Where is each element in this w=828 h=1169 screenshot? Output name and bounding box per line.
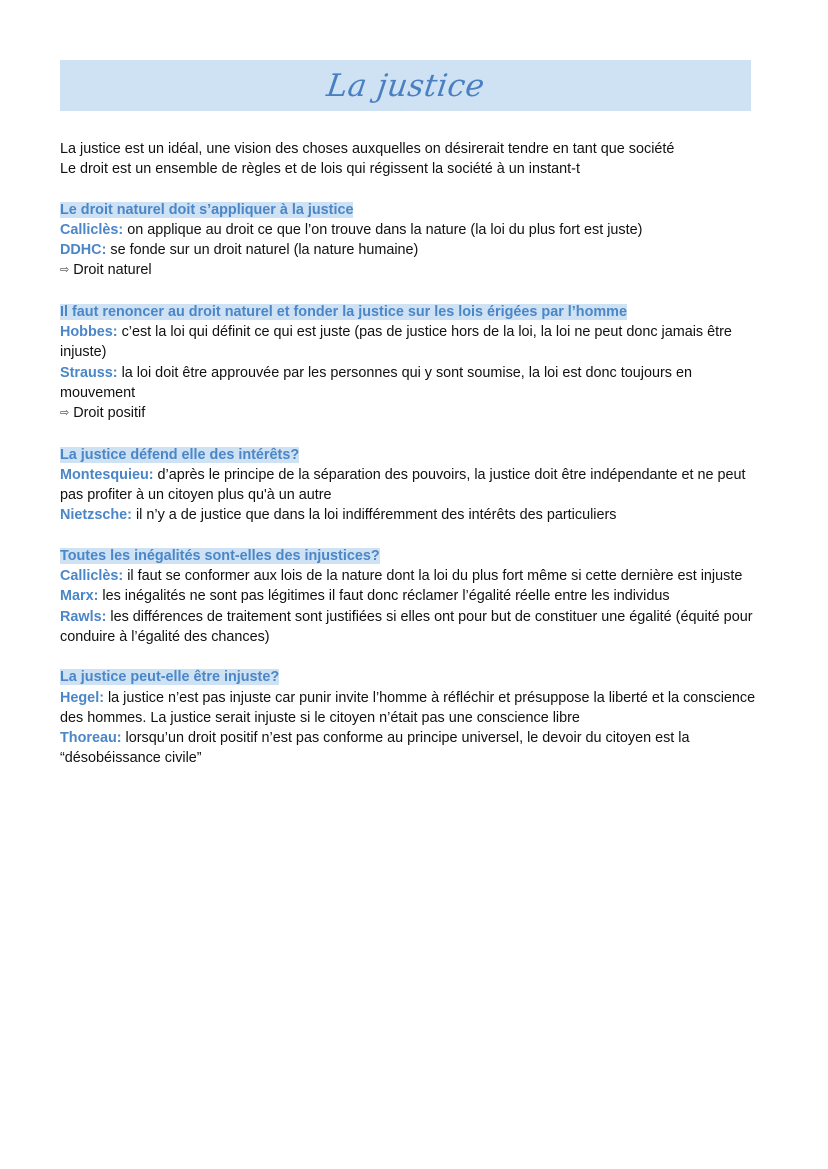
entry-text: il faut se conformer aux lois de la nature dont la loi du plus fort même si cette dernière est injuste [123,568,743,585]
author-name: DDHC: [60,242,107,259]
entry-hegel [60,688,768,729]
entry-text: se fonde sur un droit naturel (la nature humaine) [106,242,419,259]
section-heading: La justice peut-elle être injuste? [60,669,280,686]
entry-text: la justice n’est pas injuste car punir invite l’homme à réfléchir et présuppose la liberté et la conscience des hommes. La justice serait injuste si le citoyen n’était pas une conscience libre [60,689,756,726]
entry-text: d’après le principe de la séparation des pouvoirs, la justice doit être indépendante et ne peut pas profiter à un citoyen plus qu'à un autre [60,466,746,504]
section-heading: Le droit naturel doit s’appliquer à la justice [60,201,354,218]
entry-text: la loi doit être approuvée par les personnes qui y sont soumise, la loi est donc toujours en mouvement [60,364,692,401]
author-name: Nietzsche: [60,507,132,524]
intro-line: La justice est un idéal, une vision des choses auxquelles on désirerait tendre en tant que société [60,141,675,157]
arrow-right-icon: ⇨ [60,264,70,277]
entry-text: les inégalités ne sont pas légitimes il faut donc réclamer l’égalité réelle entre les individus [98,588,670,605]
entry-nietzsche [60,505,768,525]
entry-strauss [60,363,768,404]
author-name: Rawls: [60,608,107,625]
entry-text: lorsqu’un droit positif n’est pas conforme au principe universel, le devoir du citoyen est la “désobéissance civile” [60,730,690,767]
intro-line: Le droit est un ensemble de règles et de lois qui régissent la société à un instant-t [60,161,580,178]
section-interets [60,445,768,526]
entry-text: il n’y a de justice que dans la loi indifféremment des intérêts des particuliers [131,507,617,524]
entry-montesquieu [60,465,768,506]
entry-marx [60,586,768,606]
entry-hobbes [60,322,768,363]
document-page [60,60,768,769]
entry-callicles [60,566,768,586]
section-heading: La justice défend elle des intérêts? [60,446,300,463]
section-inegalites [60,546,768,647]
intro-paragraph [60,139,768,180]
section-droit-naturel [60,200,768,282]
author-name: Hegel: [60,689,104,706]
arrow-right-icon: ⇨ [60,407,70,420]
entry-text: on applique au droit ce que l’on trouve dans la nature (la loi du plus fort est juste) [123,221,643,238]
author-name: Hobbes: [60,324,118,341]
entry-rawls [60,607,768,648]
page-title: La justice [324,67,487,104]
conclusion-text: Droit naturel [73,262,152,279]
author-name: Montesquieu: [60,466,154,483]
section-heading: Il faut renoncer au droit naturel et fonder la justice sur les lois érigées par l’homme [60,303,627,320]
author-name: Marx: [60,588,99,605]
author-name: Calliclès: [60,568,124,585]
section-justice-injuste [60,667,768,768]
section-heading: Toutes les inégalités sont-elles des injustices? [60,547,380,564]
entry-callicles [60,220,768,240]
title-banner [60,60,751,111]
author-name: Calliclès: [60,221,124,238]
conclusion-line [60,403,768,424]
entry-ddhc [60,240,768,260]
section-droit-positif [60,302,768,425]
entry-text: les différences de traitement sont justifiées si elles ont pour but de constituer une égalité (équité pour conduire à l’égalité des chances) [60,608,753,645]
author-name: Thoreau: [60,730,122,747]
conclusion-line [60,260,768,281]
entry-text: c’est la loi qui définit ce qui est juste (pas de justice hors de la loi, la loi ne peut donc jamais être injuste) [60,324,732,361]
conclusion-text: Droit positif [73,405,146,422]
entry-thoreau [60,728,768,769]
author-name: Strauss: [60,364,118,381]
